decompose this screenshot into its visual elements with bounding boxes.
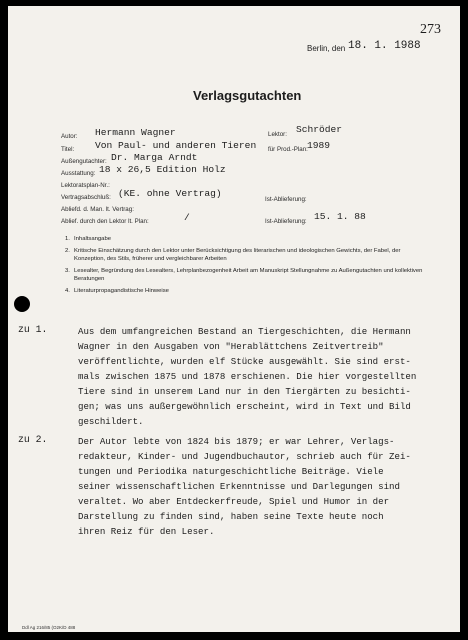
list-item <box>65 248 425 263</box>
paragraph-line: Darstellung zu finden sind, haben seine Texte heute noch <box>78 511 384 522</box>
autor-value: Hermann Wagner <box>95 127 176 138</box>
list-item <box>65 236 425 243</box>
list-item-number: 2. <box>65 248 70 255</box>
list-item-text: Lesealter, Begründung des Lesealters, Lehrplanbezogenheit Arbeit am Manuskript Stellungnahme zu Außengutachten und kollektiven Beratungen <box>74 268 423 282</box>
list-item-number: 1. <box>65 236 70 242</box>
list-item-text: Literaturpropagandistische Hinweise <box>74 288 169 295</box>
paragraph-line: ihren Reiz für den Leser. <box>78 526 215 537</box>
list-item-text: Kritische Einschätzung durch den Lektor unter Berücksichtigung des literarischen und ideologischen Gewichts, der Fabel, der Konzeption, des Stils, früherer und vergleichbarer Arbeiten <box>74 248 401 262</box>
ausstattung-label: Ausstattung: <box>61 170 96 177</box>
ist-ablieferung2-value: 15. 1. 88 <box>314 211 366 222</box>
paragraph-line: tungen und Periodika naturgeschichtliche Beiträge. Viele <box>78 466 384 477</box>
paragraph-line: Wagner in den Ausgaben von "Herablättchens Zeitvertreib" <box>78 341 384 352</box>
paragraph-1 <box>18 324 438 429</box>
vertragsabschluss-label: Vertragsabschluß: <box>61 194 111 201</box>
paragraph-line: seiner wissenschaftlichen Erkenntnisse und Darlegungen sind <box>78 481 400 492</box>
document-title: Verlagsgutachten <box>193 88 302 103</box>
plan-value: 1989 <box>307 140 331 151</box>
paragraph-line: geschildert. <box>78 416 144 427</box>
titel-label: Titel: <box>61 146 75 153</box>
list-item-text: Inhaltsangabe <box>74 236 112 242</box>
plan-label: für Prod.-Plan: <box>268 146 308 153</box>
list-item <box>65 288 425 295</box>
document-page <box>8 6 460 632</box>
paragraph-line: veröffentlichte, wurden elf Stücke ausgewählt. Sie sind erst- <box>78 356 411 367</box>
paragraph-marker: zu 2. <box>18 434 48 445</box>
titel-value: Von Paul- und anderen Tieren <box>95 140 257 151</box>
footer-print-code: Ddl Ag 216/85 (O2K/D 488 <box>22 625 76 630</box>
lektor-label: Lektor: <box>268 131 287 138</box>
paragraph-line: Tiere sind in unserem Land nur in den Tiergärten zu besichti- <box>78 386 411 397</box>
criteria-list <box>65 236 425 300</box>
autor-label: Autor: <box>61 133 78 140</box>
paragraph-line: redakteur, Kinder- und Jugendbuchautor, schrieb auch für Zei- <box>78 451 411 462</box>
date-label: Berlin, den <box>307 44 346 53</box>
ist-ablieferung-label: Ist-Ablieferung: <box>265 196 307 203</box>
lektor-value: Schröder <box>296 124 343 135</box>
paragraph-line: mals zwischen 1875 und 1878 erschienen. Die hier vorgestellten <box>78 371 417 382</box>
list-item-number: 3. <box>65 268 70 275</box>
paragraph-line: Der Autor lebte von 1824 bis 1879; er war Lehrer, Verlags- <box>78 436 395 447</box>
paragraph-marker: zu 1. <box>18 324 48 335</box>
abliefd-vertrag-label: Abliefd. d. Man. lt. Vertrag: <box>61 206 134 213</box>
aussengutachter-label: Außengutachter: <box>61 158 107 165</box>
paragraph-2 <box>18 434 438 539</box>
page-number: 273 <box>420 22 441 37</box>
list-item-number: 4. <box>65 288 70 295</box>
paragraph-line: gen; was uns außergewöhnlich erscheint, wird in Text und Bild <box>78 401 411 412</box>
ist-ablieferung2-label: Ist-Ablieferung: <box>265 218 307 225</box>
date-value: 18. 1. 1988 <box>348 40 421 52</box>
punch-hole <box>14 296 30 312</box>
vertragsabschluss-value: (KE. ohne Vertrag) <box>118 188 222 199</box>
aussengutachter-value: Dr. Marga Arndt <box>111 152 198 163</box>
paragraph-line: Aus dem umfangreichen Bestand an Tiergeschichten, die Hermann <box>78 326 411 337</box>
ausstattung-value: 18 x 26,5 Edition Holz <box>99 164 226 175</box>
lektoratsplan-label: Lektoratsplan-Nr.: <box>61 182 110 189</box>
list-item <box>65 268 425 283</box>
abliefd-lektor-label: Ablief. durch den Lektor lt. Plan: <box>61 218 149 225</box>
paragraph-line: veraltet. Wo aber Entdeckerfreude, Spiel und Humor in der <box>78 496 390 507</box>
abliefd-lektor-value: / <box>184 212 190 223</box>
